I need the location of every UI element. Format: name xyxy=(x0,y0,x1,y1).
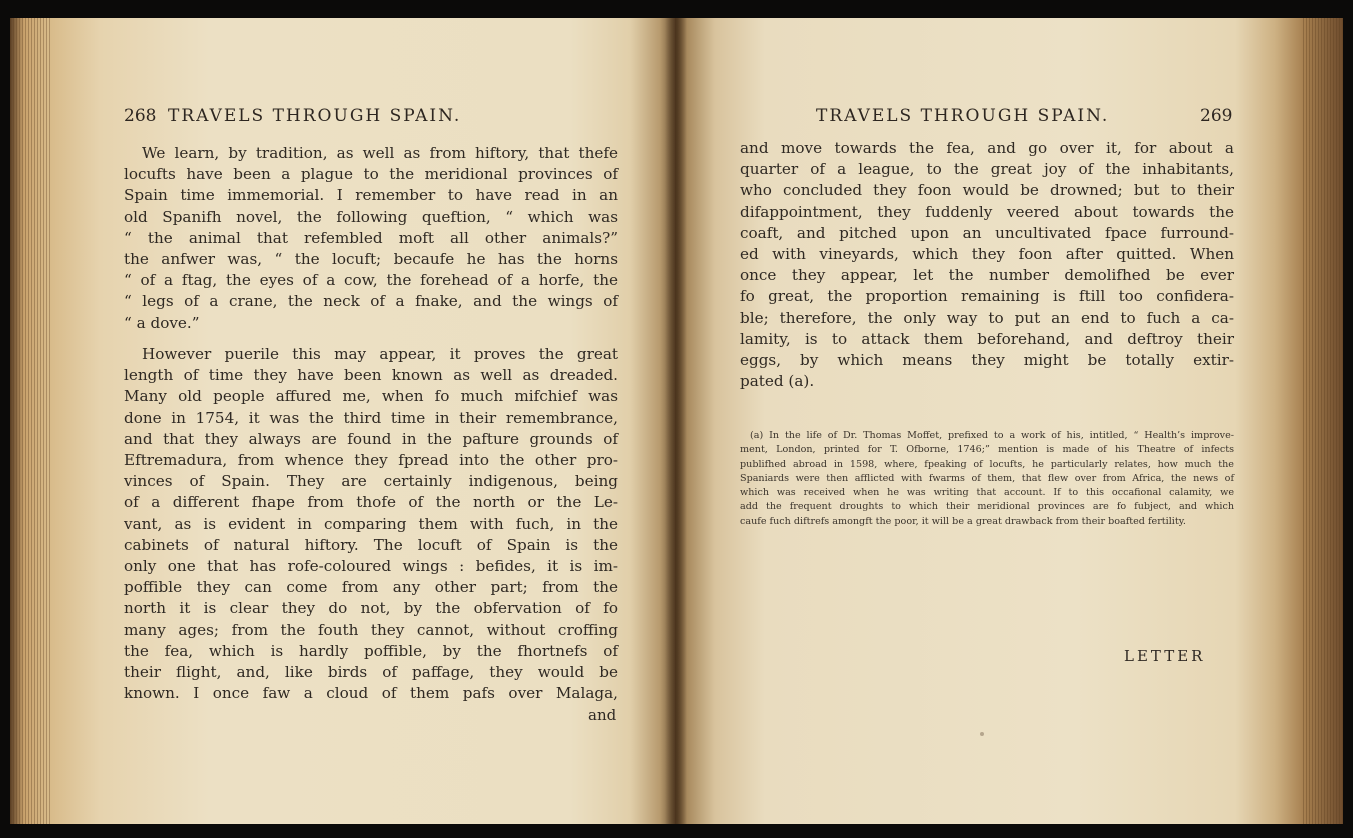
text-line: Many old people affured me, when fo much mifchief was xyxy=(124,387,618,406)
right-page xyxy=(675,18,1343,824)
text-line: quarter of a league, to the great joy of the inhabitants, xyxy=(740,160,1234,179)
text-line: We learn, by tradition, as well as from hiftory, that thefe xyxy=(142,144,618,162)
left-page xyxy=(10,18,675,824)
text-line: length of time they have been known as well as dreaded. xyxy=(124,366,618,385)
text-line: difappointment, they fuddenly veered about towards the xyxy=(740,202,1234,221)
text-line: ble; therefore, the only way to put an end to fuch a ca- xyxy=(740,308,1234,327)
left-page-number: 268 xyxy=(124,106,157,126)
text-line: cabinets of natural hiftory. The locuft of Spain is the xyxy=(124,535,618,554)
text-line: vinces of Spain. They are certainly indigenous, being xyxy=(124,472,618,491)
text-line: and move towards the fea, and go over it, for about a xyxy=(740,139,1234,157)
text-line: known. I once faw a cloud of them pafs over Malaga, xyxy=(124,684,618,703)
text-line: vant, as is evident in comparing them with fuch, in the xyxy=(124,514,618,533)
text-line: ed with vineyards, which they foon after quitted. When xyxy=(740,245,1234,264)
footnote-line: (a) In the life of Dr. Thomas Moffet, prefixed to a work of his, intitled, “ Health’s improve- xyxy=(750,430,1234,441)
text-line: locufts have been a plague to the meridional provinces of xyxy=(124,165,618,184)
text-line: fo great, the proportion remaining is ftill too confidera- xyxy=(740,287,1234,306)
footnote-line: add the frequent droughts to which their meridional provinces are fo fubject, and which xyxy=(740,501,1234,513)
text-line: “ of a ftag, the eyes of a cow, the forehead of a horfe, the xyxy=(124,271,618,290)
text-line: who concluded they foon would be drowned; but to their xyxy=(740,181,1234,200)
text-line: “ legs of a crane, the neck of a fnake, and the wings of xyxy=(124,292,618,311)
text-line: However puerile this may appear, it proves the great xyxy=(142,345,618,363)
text-line: and that they always are found in the pafture grounds of xyxy=(124,429,618,448)
right-paragraph xyxy=(740,138,1234,392)
text-line: done in 1754, it was the third time in their remembrance, xyxy=(124,408,618,427)
page-edges xyxy=(1303,18,1343,824)
text-line: once they appear, let the number demolifhed be ever xyxy=(740,266,1234,285)
text-line: eggs, by which means they might be totally extir- xyxy=(740,351,1234,370)
text-line: old Spanifh novel, the following queftion, “ which was xyxy=(124,207,618,226)
left-catchword: and xyxy=(588,706,617,724)
left-paragraph-2 xyxy=(124,344,618,704)
open-book xyxy=(10,18,1343,824)
footnote-line: caufe fuch diftrefs amongft the poor, it will be a great drawback from their boafted fertility. xyxy=(740,515,1186,527)
text-line: of a different fhape from thofe of the north or the Le- xyxy=(124,493,618,512)
footnote-line: Spaniards were then afflicted with fwarms of them, that flew over from Africa, the news of xyxy=(740,472,1234,484)
footnote xyxy=(740,429,1234,529)
book-gutter xyxy=(665,18,687,824)
footnote-line: ment, London, printed for T. Ofborne, 1746;” mention is made of his Theatre of infects xyxy=(740,444,1234,456)
text-line: “ the animal that refembled moft all other animals?” xyxy=(124,228,618,247)
ink-spot xyxy=(980,732,984,736)
text-line: pated (a). xyxy=(740,372,815,391)
right-catchword: LETTER xyxy=(1124,647,1206,665)
text-line: the anfwer was, “ the locuft; becaufe he has the horns xyxy=(124,250,618,269)
footnote-line: publifhed abroad in 1598, where, fpeaking of locufts, he particularly relates, how much the xyxy=(740,458,1234,470)
right-page-number: 269 xyxy=(1200,106,1233,126)
left-paragraph-1 xyxy=(124,143,618,334)
text-line: poffible they can come from any other part; from the xyxy=(124,578,618,597)
text-line: many ages; from the fouth they cannot, without croffing xyxy=(124,620,618,639)
text-line: the fea, which is hardly poffible, by the fhortnefs of xyxy=(124,641,618,660)
left-running-header: TRAVELS THROUGH SPAIN. xyxy=(168,106,462,126)
text-line: Spain time immemorial. I remember to have read in an xyxy=(124,186,618,205)
text-line: “ a dove.” xyxy=(124,313,200,332)
page-edges xyxy=(10,18,50,824)
text-line: north it is clear they do not, by the obfervation of fo xyxy=(124,599,618,618)
text-line: only one that has rofe-coloured wings : befides, it is im- xyxy=(124,557,618,576)
text-line: lamity, is to attack them beforehand, and deftroy their xyxy=(740,329,1234,348)
right-running-header: TRAVELS THROUGH SPAIN. xyxy=(816,106,1110,126)
footnote-line: which was received when he was writing that account. If to this occafional calamity, we xyxy=(740,487,1234,499)
text-line: Eftremadura, from whence they fpread into the other pro- xyxy=(124,451,618,470)
text-line: coaft, and pitched upon an uncultivated fpace furround- xyxy=(740,223,1234,242)
text-line: their flight, and, like birds of paffage, they would be xyxy=(124,663,618,682)
